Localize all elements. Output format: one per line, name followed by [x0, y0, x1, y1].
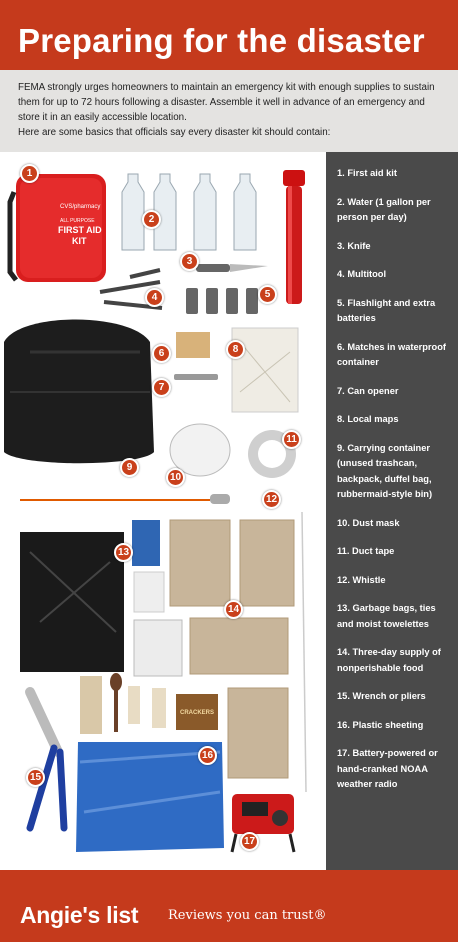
list-item-wrench: 15. Wrench or pliers: [337, 691, 426, 701]
list-item-local-maps: 8. Local maps: [337, 414, 399, 424]
list-item-dust-mask: 10. Dust mask: [337, 517, 400, 528]
first-aid-kit-label: KIT: [72, 236, 87, 246]
list-item-duct-tape: 11. Duct tape: [337, 546, 395, 556]
badge-10: 10: [166, 468, 185, 487]
badge-15: 15: [26, 768, 45, 787]
crackers-package: [176, 694, 218, 730]
brand-tagline: Reviews you can trust®: [168, 908, 327, 923]
maps: [232, 328, 298, 412]
intro-section: [0, 70, 458, 152]
badge-13: 13: [114, 543, 133, 562]
list-item-garbage-bags: 13. Garbage bags, ties and moist towelettes: [337, 603, 436, 629]
list-item-knife: 3. Knife: [337, 240, 371, 251]
list-item-first-aid-kit: 1. First aid kit: [337, 168, 397, 178]
badge-1: 1: [20, 164, 39, 183]
utensils: [80, 673, 166, 734]
list-item-plastic-sheeting: 16. Plastic sheeting: [337, 719, 424, 730]
list-item-carrying-container: 9. Carrying container (unused trashcan, backpack, duffel bag, rubbermaid-style bin): [337, 442, 433, 499]
list-item-water: 2. Water (1 gallon per person per day): [337, 196, 431, 222]
kit-photo: [0, 152, 326, 870]
list-item-food-supply: 14. Three-day supply of nonperishable food: [337, 647, 441, 673]
first-aid-brand: CVS/pharmacy: [60, 204, 101, 210]
whistle: [20, 494, 230, 504]
list-item-multitool: 4. Multitool: [337, 269, 387, 279]
badge-8: 8: [226, 340, 245, 359]
first-aid-label: FIRST AID: [58, 225, 102, 235]
badge-3: 3: [180, 252, 199, 271]
badge-9: 9: [120, 458, 139, 477]
intro-lead: Here are some basics that officials say every disaster kit should contain:: [18, 127, 331, 138]
badge-11: 11: [282, 430, 301, 449]
intro-paragraph: FEMA strongly urges homeowners to maintain an emergency kit with enough supplies to sustain them for up to 72 hours following a disaster. Assemble it well in advance of an emergency and store it in an easily accessible location.: [18, 82, 435, 123]
badge-12: 12: [262, 490, 281, 509]
list-item-whistle: 12. Whistle: [337, 574, 386, 585]
flashlight: [283, 170, 305, 304]
items-sidebar: [326, 152, 458, 870]
badge-16: 16: [198, 746, 217, 765]
list-item-can-opener: 7. Can opener: [337, 385, 399, 396]
batteries: [186, 288, 258, 314]
matches: [176, 332, 210, 358]
badge-7: 7: [152, 378, 171, 397]
list-item-flashlight: 5. Flashlight and extra batteries: [337, 297, 436, 323]
garbage-bags: [20, 532, 124, 672]
badge-5: 5: [258, 285, 277, 304]
towelettes: [132, 520, 164, 612]
badge-14: 14: [224, 600, 243, 619]
footer-banner: [0, 870, 458, 942]
badge-6: 6: [152, 344, 171, 363]
food-packages: [170, 520, 294, 778]
knife: [196, 264, 268, 272]
duffel-bag: [4, 320, 154, 464]
water-bottles: [122, 174, 256, 250]
list-item-matches: 6. Matches in waterproof container: [337, 341, 447, 367]
page-title: Preparing for the disaster: [18, 22, 425, 59]
badge-2: 2: [142, 210, 161, 229]
list-item-weather-radio: 17. Battery-powered or hand-cranked NOAA weather radio: [337, 748, 438, 789]
brand-logo[interactable]: Angie's list: [20, 902, 139, 928]
can-opener: [174, 374, 218, 380]
pliers: [30, 692, 64, 828]
kit-illustration: [0, 152, 326, 870]
crackers-label: CRACKERS: [180, 710, 215, 716]
badge-4: 4: [145, 288, 164, 307]
header-banner: [0, 0, 458, 70]
badge-17: 17: [240, 832, 259, 851]
first-aid-kit: [10, 174, 106, 282]
first-aid-sub: ALL PURPOSE: [60, 218, 95, 224]
